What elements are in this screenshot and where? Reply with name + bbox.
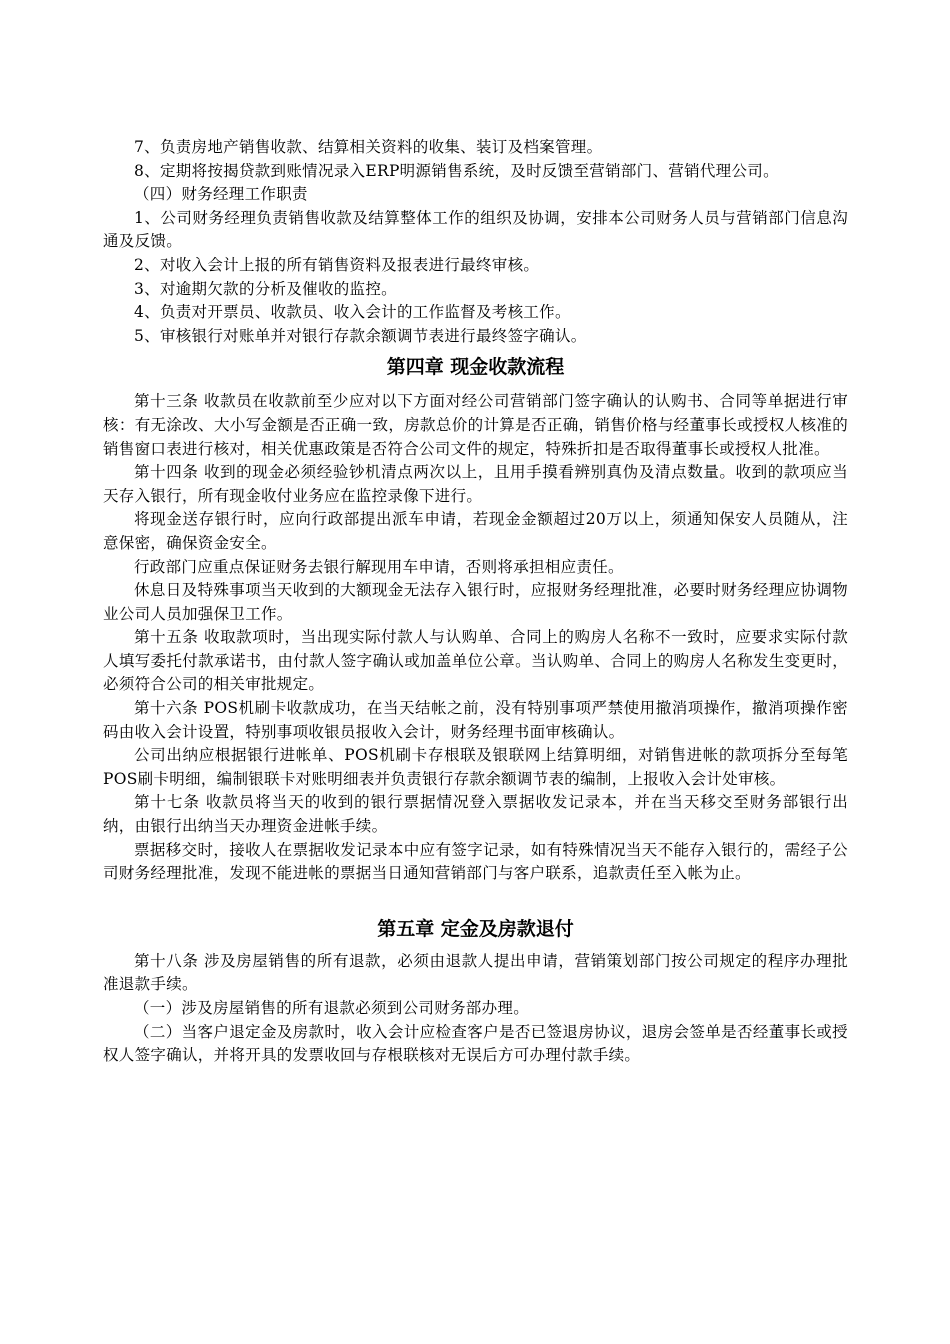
paragraph: 3、对逾期欠款的分析及催收的监控。 <box>134 279 397 298</box>
list-item: （二）当客户退定金及房款时，收入会计应检查客户是否已签退房协议，退房会签单是否经董事长或授权人签字确认，并将开具的发票收回与存根联核对无误后方可办理付款手续。 <box>103 1022 848 1065</box>
paragraph: 行政部门应重点保证财务去银行解现用车申请，否则将承担相应责任。 <box>134 557 624 576</box>
paragraph: 8、定期将按揭贷款到账情况录入ERP明源销售系统，及时反馈至营销部门、营销代理公司。 <box>134 161 779 180</box>
article-paragraph: 第十三条 收款员在收款前至少应对以下方面对经公司营销部门签字确认的认购书、合同等单据进行审核：有无涂改、大小写金额是否正确一致，房款总价的计算是否正确，销售价格与经董事长或授权人核准的销售窗口表进行核对，相关优惠政策是否符合公司文件的规定，特殊折扣是否取得董事长或授权人批准。 <box>103 392 848 458</box>
paragraph: 1、公司财务经理负责销售收款及结算整体工作的组织及协调，安排本公司财务人员与营销部门信息沟通及反馈。 <box>103 208 848 251</box>
document-page <box>103 136 848 1068</box>
chapter-title: 第四章 现金收款流程 <box>386 356 565 379</box>
paragraph: 2、对收入会计上报的所有销售资料及报表进行最终审核。 <box>134 255 540 274</box>
chapter-title: 第五章 定金及房款退付 <box>377 917 574 940</box>
subsection-heading: （四）财务经理工作职责 <box>134 185 308 204</box>
paragraph: 4、负责对开票员、收款员、收入会计的工作监督及考核工作。 <box>134 303 571 322</box>
article-paragraph: 第十五条 收取款项时，当出现实际付款人与认购单、合同上的购房人名称不一致时，应要求实际付款人填写委托付款承诺书，由付款人签字确认或加盖单位公章。当认购单、合同上的购房人名称发生变更时，必须符合公司的相关审批规定。 <box>103 628 848 694</box>
paragraph: 票据移交时，接收人在票据收发记录本中应有签字记录，如有特殊情况当天不能存入银行的，需经子公司财务经理批准，发现不能进帐的票据当日通知营销部门与客户联系，追款责任至入帐为止。 <box>103 840 848 883</box>
article-paragraph: 第十七条 收款员将当天的收到的银行票据情况登入票据收发记录本，并在当天移交至财务部银行出纳，由银行出纳当天办理资金进帐手续。 <box>103 793 848 836</box>
article-paragraph: 第十六条 POS机刷卡收款成功，在当天结帐之前，没有特别事项严禁使用撤消项操作，撤消项操作密码由收入会计设置，特别事项收银员报收入会计，财务经理书面审核确认。 <box>103 699 848 741</box>
paragraph: 7、负责房地产销售收款、结算相关资料的收集、装订及档案管理。 <box>134 138 603 156</box>
article-paragraph: 第十八条 涉及房屋销售的所有退款，必须由退款人提出申请，营销策划部门按公司规定的程序办理批准退款手续。 <box>103 951 848 994</box>
article-paragraph: 第十四条 收到的现金必须经验钞机清点两次以上，且用手摸看辨别真伪及清点数量。收到的款项应当天存入银行，所有现金收付业务应在监控录像下进行。 <box>103 463 848 505</box>
paragraph: 5、审核银行对账单并对银行存款余额调节表进行最终签字确认。 <box>134 326 587 345</box>
list-item: （一）涉及房屋销售的所有退款必须到公司财务部办理。 <box>134 999 530 1017</box>
paragraph: 将现金送存银行时，应向行政部提出派车申请，若现金金额超过20万以上，须通知保安人员随从，注意保密，确保资金安全。 <box>103 510 848 552</box>
paragraph: 休息日及特殊事项当天收到的大额现金无法存入银行时，应报财务经理批准，必要时财务经理应协调物业公司人员加强保卫工作。 <box>103 581 848 623</box>
paragraph: 公司出纳应根据银行进帐单、POS机刷卡存根联及银联网上结算明细，对销售进帐的款项拆分至每笔POS刷卡明细，编制银联卡对账明细表并负责银行存款余额调节表的编制，上报收入会计处审核。 <box>103 746 848 788</box>
